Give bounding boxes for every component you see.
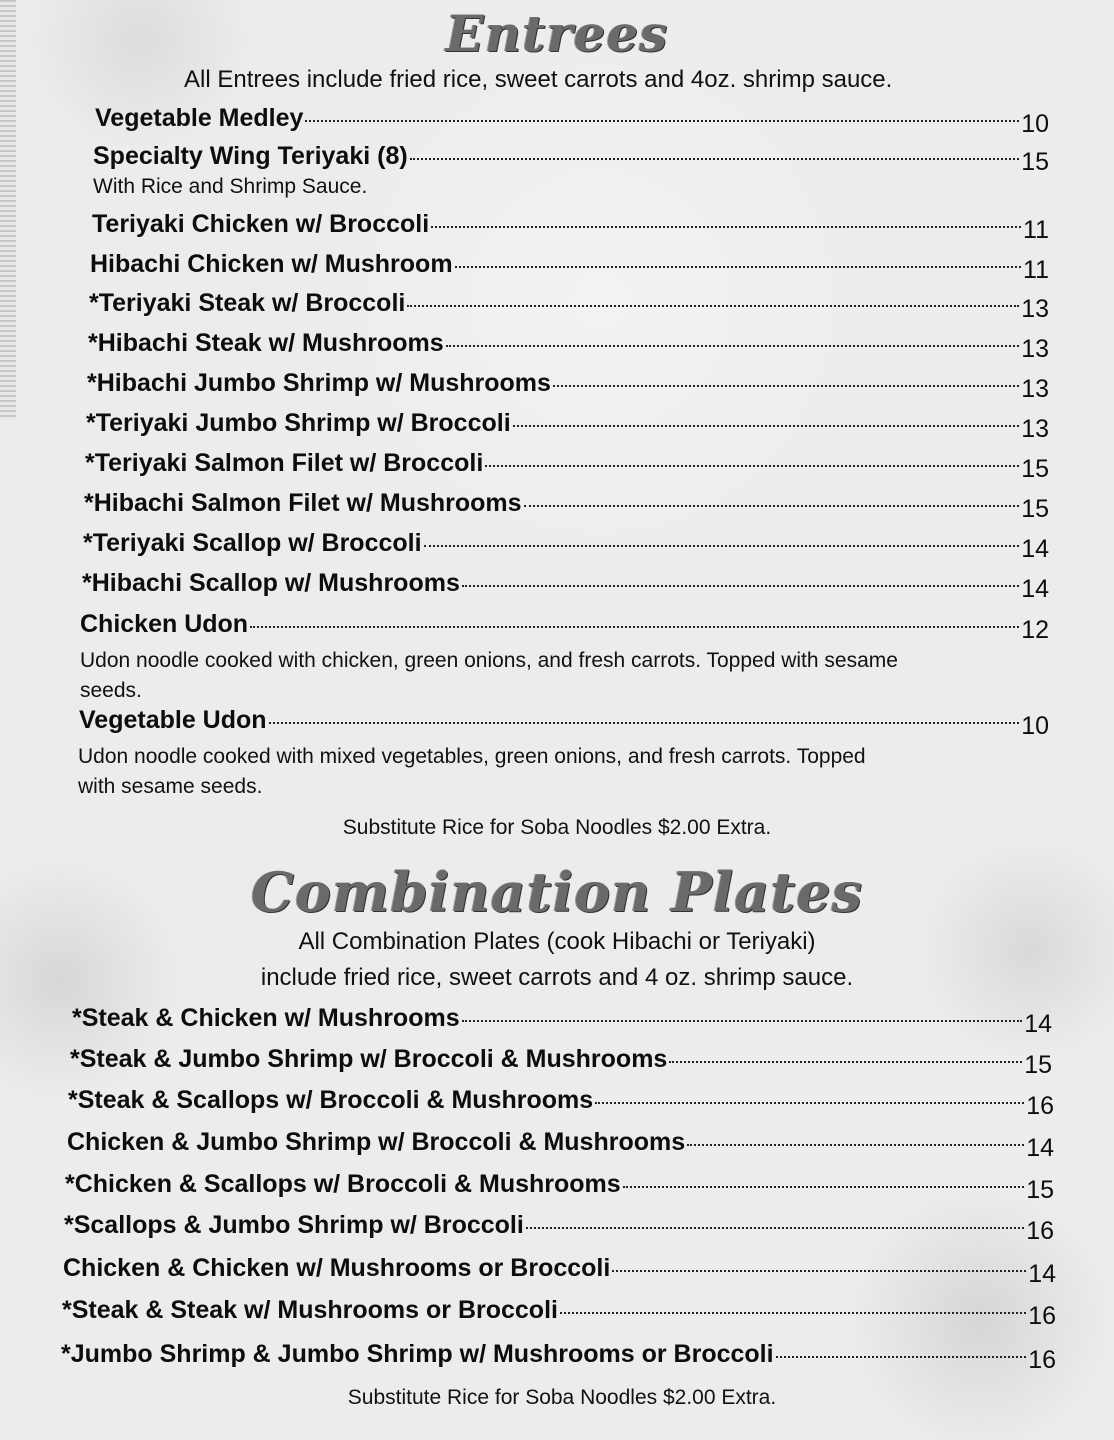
item-price: 15 xyxy=(1021,148,1049,176)
item-name: *Teriyaki Jumbo Shrimp w/ Broccoli xyxy=(86,409,511,437)
dot-leader xyxy=(513,425,1020,427)
combination-title: Combination Plates xyxy=(251,860,863,924)
menu-item xyxy=(63,1254,1056,1288)
item-name: Chicken Udon xyxy=(80,610,249,638)
dot-leader xyxy=(595,1102,1024,1104)
menu-item xyxy=(79,706,1049,740)
item-name: Teriyaki Chicken w/ Broccoli xyxy=(92,210,430,238)
item-name: *Teriyaki Scallop w/ Broccoli xyxy=(83,529,422,557)
dot-leader xyxy=(424,545,1020,547)
menu-item xyxy=(90,250,1049,284)
menu-item xyxy=(62,1296,1056,1330)
menu-item xyxy=(70,1045,1052,1079)
menu-item xyxy=(88,329,1049,363)
item-price: 15 xyxy=(1021,495,1049,523)
combination-intro-line1: All Combination Plates (cook Hibachi or Teriyaki) xyxy=(298,928,816,955)
menu-item xyxy=(89,289,1049,323)
entrees-title: Entrees xyxy=(445,4,669,63)
entrees-note: Substitute Rice for Soba Noodles $2.00 Extra. xyxy=(342,816,772,839)
item-name: *Hibachi Salmon Filet w/ Mushrooms xyxy=(84,489,522,517)
item-price: 15 xyxy=(1026,1176,1054,1204)
item-price: 14 xyxy=(1021,535,1049,563)
item-name: *Teriyaki Steak w/ Broccoli xyxy=(89,289,406,317)
dot-leader xyxy=(560,1312,1026,1314)
dot-leader xyxy=(462,585,1019,587)
dot-leader xyxy=(485,465,1019,467)
dot-leader xyxy=(431,226,1021,228)
item-description: Udon noodle cooked with chicken, green onions, and fresh carrots. Topped with sesame seeds. xyxy=(80,649,898,702)
item-name: *Hibachi Jumbo Shrimp w/ Mushrooms xyxy=(87,369,551,397)
item-name: Vegetable Udon xyxy=(79,706,267,734)
item-price: 13 xyxy=(1021,295,1049,323)
dot-leader xyxy=(407,305,1019,307)
item-price: 12 xyxy=(1021,616,1049,644)
dot-leader xyxy=(269,722,1020,724)
menu-item xyxy=(65,1170,1054,1204)
item-price: 14 xyxy=(1026,1134,1054,1162)
item-name: Chicken & Jumbo Shrimp w/ Broccoli & Mushrooms xyxy=(67,1128,686,1156)
menu-item xyxy=(85,449,1049,483)
item-price: 13 xyxy=(1021,375,1049,403)
menu-item xyxy=(67,1128,1054,1162)
item-price: 13 xyxy=(1021,335,1049,363)
dot-leader xyxy=(410,158,1020,160)
entrees-intro: All Entrees include fried rice, sweet carrots and 4oz. shrimp sauce. xyxy=(184,66,893,93)
menu-item xyxy=(82,569,1049,603)
item-name: *Hibachi Steak w/ Mushrooms xyxy=(88,329,444,357)
dot-leader xyxy=(250,626,1019,628)
item-name: Specialty Wing Teriyaki (8) xyxy=(93,142,408,170)
item-price: 14 xyxy=(1024,1010,1052,1038)
item-name: *Steak & Steak w/ Mushrooms or Broccoli xyxy=(62,1296,558,1324)
item-description: Udon noodle cooked with mixed vegetables, green onions, and fresh carrots. Topped with sesame seeds. xyxy=(78,745,866,798)
item-price: 16 xyxy=(1028,1346,1056,1374)
page-edge-texture xyxy=(0,0,16,420)
dot-leader xyxy=(524,505,1020,507)
item-price: 10 xyxy=(1021,712,1049,740)
item-name: *Chicken & Scallops w/ Broccoli & Mushrooms xyxy=(65,1170,621,1198)
menu-item xyxy=(86,409,1049,443)
item-name: *Jumbo Shrimp & Jumbo Shrimp w/ Mushrooms or Broccoli xyxy=(61,1340,774,1368)
menu-item xyxy=(72,1004,1052,1038)
item-name: Hibachi Chicken w/ Mushroom xyxy=(90,250,453,278)
menu-item xyxy=(80,610,1049,644)
item-name: *Hibachi Scallop w/ Mushrooms xyxy=(82,569,460,597)
item-price: 16 xyxy=(1026,1092,1054,1120)
dot-leader xyxy=(687,1144,1024,1146)
dot-leader xyxy=(305,120,1019,122)
item-name: Vegetable Medley xyxy=(95,104,304,132)
item-name: *Steak & Chicken w/ Mushrooms xyxy=(72,1004,460,1032)
item-name: *Teriyaki Salmon Filet w/ Broccoli xyxy=(85,449,484,477)
menu-item xyxy=(61,1340,1056,1374)
dot-leader xyxy=(669,1061,1022,1063)
menu-item xyxy=(93,142,1049,176)
item-price: 11 xyxy=(1023,216,1049,244)
item-price: 11 xyxy=(1023,256,1049,284)
dot-leader xyxy=(623,1186,1025,1188)
item-name: *Steak & Scallops w/ Broccoli & Mushrooms xyxy=(68,1086,594,1114)
item-price: 16 xyxy=(1026,1217,1054,1245)
menu-item xyxy=(95,104,1049,138)
menu-item xyxy=(83,529,1049,563)
combination-intro-line2: include fried rice, sweet carrots and 4 oz. shrimp sauce. xyxy=(260,964,854,991)
menu-item xyxy=(92,210,1049,244)
dot-leader xyxy=(553,385,1019,387)
dot-leader xyxy=(455,266,1021,268)
item-price: 15 xyxy=(1021,455,1049,483)
menu-item xyxy=(68,1086,1054,1120)
item-price: 16 xyxy=(1028,1302,1056,1330)
dot-leader xyxy=(526,1227,1024,1229)
dot-leader xyxy=(462,1020,1023,1022)
item-name: *Scallops & Jumbo Shrimp w/ Broccoli xyxy=(64,1211,524,1239)
item-name: Chicken & Chicken w/ Mushrooms or Broccoli xyxy=(63,1254,611,1282)
item-price: 10 xyxy=(1021,110,1049,138)
menu-item xyxy=(64,1211,1054,1245)
item-name: *Steak & Jumbo Shrimp w/ Broccoli & Mushrooms xyxy=(70,1045,668,1073)
dot-leader xyxy=(776,1356,1027,1358)
dot-leader xyxy=(446,345,1020,347)
item-price: 15 xyxy=(1024,1051,1052,1079)
item-price: 13 xyxy=(1021,415,1049,443)
combination-note: Substitute Rice for Soba Noodles $2.00 Extra. xyxy=(347,1386,777,1409)
menu-item xyxy=(84,489,1049,523)
dot-leader xyxy=(612,1270,1026,1272)
menu-item xyxy=(87,369,1049,403)
item-price: 14 xyxy=(1021,575,1049,603)
item-description: With Rice and Shrimp Sauce. xyxy=(93,175,368,198)
item-price: 14 xyxy=(1028,1260,1056,1288)
